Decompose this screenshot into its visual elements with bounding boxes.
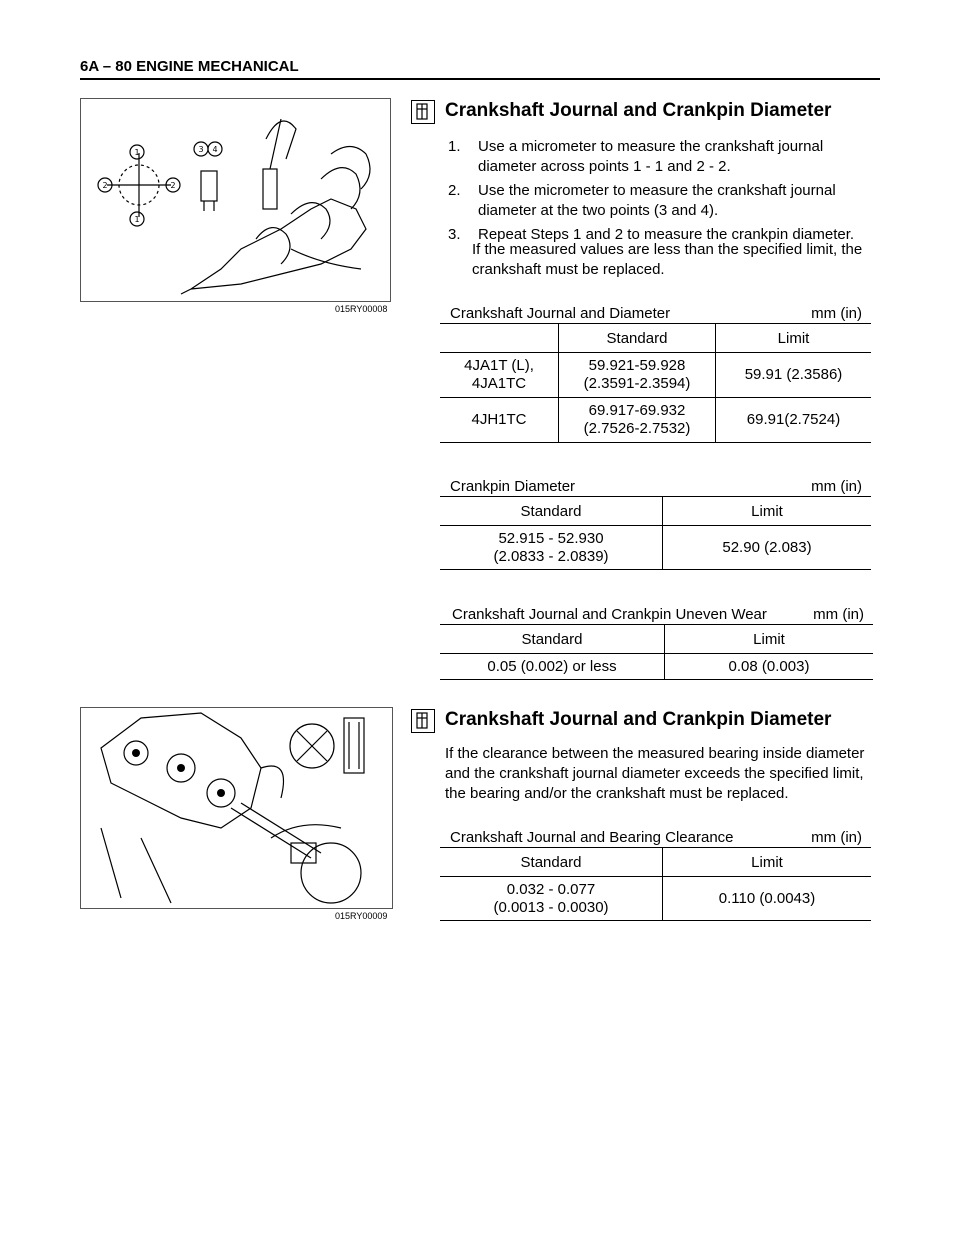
table-row: 0.05 (0.002) or less 0.08 (0.003) (440, 654, 873, 680)
table-caption: Crankshaft Journal and Bearing Clearance mm (in) (450, 829, 862, 846)
table-row: 4JA1T (L), 4JA1TC 59.921-59.928 (2.3591-2.3594) 59.91 (2.3586) (440, 353, 871, 398)
section-title: Crankshaft Journal and Crankpin Diameter (445, 100, 832, 121)
bearing-clearance-table: Standard Limit 0.032 - 0.077 (0.0013 - 0.0030) 0.110 (0.0043) (440, 847, 871, 921)
measurement-steps (448, 137, 878, 249)
callout-2-left: 2 (102, 181, 108, 190)
bearing-clearance-illustration (81, 708, 392, 908)
table-row: 0.032 - 0.077 (0.0013 - 0.0030) 0.110 (0.0043) (440, 877, 871, 921)
callout-3: 3 (198, 145, 204, 154)
crankpin-diameter-table: Standard Limit 52.915 - 52.930 (2.0833 - 2.0839) 52.90 (2.083) (440, 496, 871, 570)
callout-4: 4 (212, 145, 218, 154)
callout-2-right: 2 (170, 181, 176, 190)
header-rule (80, 78, 880, 80)
figure-micrometer-crankshaft (80, 98, 391, 302)
uneven-wear-table: Standard Limit 0.05 (0.002) or less 0.08 (0.003) (440, 624, 873, 680)
page-header: 6A – 80 ENGINE MECHANICAL (80, 58, 299, 75)
section-title: Crankshaft Journal and Crankpin Diameter (445, 709, 832, 730)
figure-caption: 015RY00009 (335, 911, 388, 921)
caliper-icon (411, 709, 435, 733)
list-item: 1. Use a micrometer to measure the crankshaft journal diameter across points 1 - 1 and 2 - 2. (448, 138, 824, 175)
figure-caption: 015RY00008 (335, 304, 388, 314)
callout-1-top: 1 (134, 148, 140, 157)
figure-bearing-clearance (80, 707, 393, 909)
replacement-note: If the measured values are less than the specified limit, the crankshaft must be replaced. (472, 241, 863, 278)
list-item: 3. Repeat Steps 1 and 2 to measure the crankpin diameter. (448, 226, 855, 243)
table-caption: Crankshaft Journal and Crankpin Uneven Wear mm (in) (452, 606, 864, 623)
table-caption: Crankpin Diameter mm (in) (450, 478, 862, 495)
callout-1-bottom: 1 (134, 215, 140, 224)
table-row: 4JH1TC 69.917-69.932 (2.7526-2.7532) 69.91(2.7524) (440, 398, 871, 443)
list-item: 2. Use the micrometer to measure the crankshaft journal diameter at the two points (3 and 4). (448, 182, 836, 219)
crankshaft-measure-illustration (81, 99, 390, 301)
journal-diameter-table: Standard Limit 4JA1T (L), 4JA1TC 59.921-59.928 (2.3591-2.3594) 59.91 (2.3586) 4JH1TC 69.917-69.932 (2.7526-2.7532) 69.91(2.7524) (440, 323, 871, 443)
clearance-paragraph: If the clearance between the measured bearing inside diameter and the crankshaft journal diameter exceeds the specified limit, the bearing and/or the crankshaft must be replaced. (445, 745, 865, 802)
table-caption: Crankshaft Journal and Diameter mm (in) (450, 305, 862, 322)
table-row: 52.915 - 52.930 (2.0833 - 2.0839) 52.90 (2.083) (440, 526, 871, 570)
caliper-icon (411, 100, 435, 124)
